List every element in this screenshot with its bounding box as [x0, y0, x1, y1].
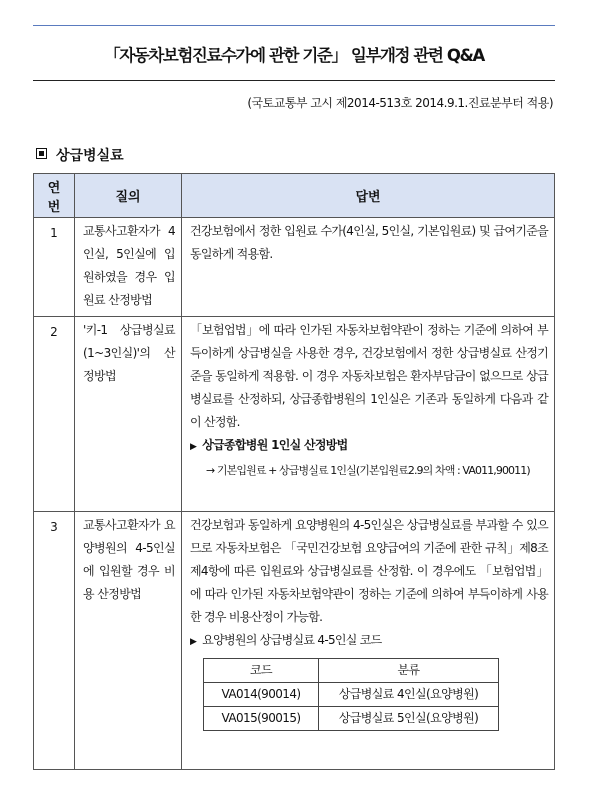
code-header: 코드	[204, 659, 319, 683]
row-question: '키-1 상급병실료(1~3인실)'의 산정방법	[75, 317, 182, 512]
row-number: 3	[34, 512, 75, 770]
table-row	[34, 512, 555, 770]
triangle-right-icon: ▶	[190, 637, 197, 647]
category-cell: 상급병실료 5인실(요양병원)	[319, 707, 499, 731]
title-rule	[33, 80, 555, 81]
row-question: 교통사고환자가 요양병원의 4-5인실에 입원할 경우 비용 산정방법	[75, 512, 182, 770]
bullet-text: 상급종합병원 1인실 산정방법	[202, 438, 348, 452]
row-question: 교통사고환자가 4인실, 5인실에 입원하였을 경우 입원료 산정방법	[75, 218, 182, 317]
qa-table	[33, 173, 555, 770]
code-cell: VA014(90014)	[204, 683, 319, 707]
table-row	[34, 218, 555, 317]
code-table-row	[204, 707, 499, 731]
row-answer: 건강보험과 동일하게 요양병원의 4-5인실은 상급병실료를 부과할 수 있으므로 자동차보험은 「국민건강보험 요양급여의 기준에 관한 규칙」제8조제4항에 따른 입원료와 상급병실료를 산정함. 이 경우에도 「보험업법」에 따라 인가된 자동차보험약관이 정하는 기준에 의하여 부득이하게 사용한 경우 비용산정이 가능함. ▶ 요양병원의 상급병실료 4-5인실 코드 코드 분류 VA014(90014) 상급병실료 4인실(요양병원) VA015(90015) 상급병실료 5인실(요양병원)	[182, 512, 555, 770]
triangle-right-icon: ▶	[190, 442, 197, 452]
top-rule	[33, 25, 555, 26]
category-cell: 상급병실료 4인실(요양병원)	[319, 683, 499, 707]
filled-square-icon	[36, 148, 47, 159]
row-answer: 건강보험에서 정한 입원료 수가(4인실, 5인실, 기본입원료) 및 급여기준을 동일하게 적용함.	[182, 218, 555, 317]
document-title: 「자동차보험진료수가에 관한 기준」 일부개정 관련 Q&A	[104, 46, 484, 65]
row-answer: 「보험업법」에 따라 인가된 자동차보험약관이 정하는 기준에 의하여 부득이하게 상급병실을 사용한 경우, 건강보험에서 정한 상급병실료 산정기준을 동일하게 적용함. 이 경우 자동차보험은 환자부담금이 없으므로 상급병실료를 산정하되, 상급종합병원의 1인실은 기존과 동일하게 다음과 같이 산정함. ▶ 상급종합병원 1인실 산정방법 → 기본입원료 + 상급병실료 1인실(기본입원료2.9의 차액 : VA011,90011)	[182, 317, 555, 512]
bullet-text: 요양병원의 상급병실료 4-5인실 코드	[202, 633, 382, 647]
code-table-header	[204, 659, 499, 683]
formula-text: → 기본입원료 + 상급병실료 1인실(기본입원료2.9의 차액 : VA011,90011)	[206, 464, 530, 477]
section-title: 상급병실료	[56, 148, 124, 164]
header-question: 질의	[75, 174, 182, 218]
row-number: 2	[34, 317, 75, 512]
code-cell: VA015(90015)	[204, 707, 319, 731]
document-subtitle: (국토교통부 고시 제2014-513호 2014.9.1.진료분부터 적용)	[247, 96, 553, 110]
table-row	[34, 317, 555, 512]
row-number: 1	[34, 218, 75, 317]
category-header: 분류	[319, 659, 499, 683]
header-no: 연 번	[34, 174, 75, 218]
code-table	[203, 658, 499, 731]
code-table-row	[204, 683, 499, 707]
table-header-row	[34, 174, 555, 218]
section-heading	[36, 145, 124, 165]
header-answer: 답변	[182, 174, 555, 218]
